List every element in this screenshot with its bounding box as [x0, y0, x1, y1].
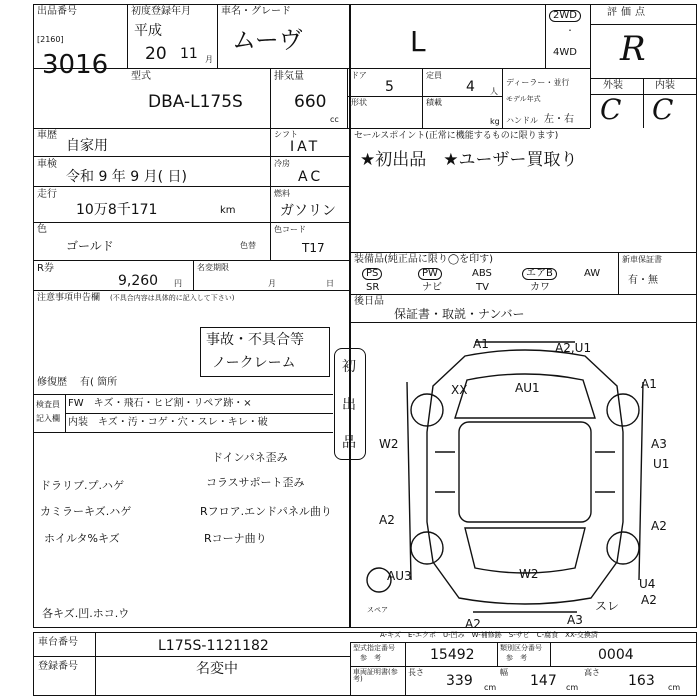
mark-a2-rear: A2	[465, 617, 481, 628]
note-1: ドインパネ歪み	[212, 451, 288, 464]
note-5: Rフロア.エンドパネル曲り	[200, 505, 332, 518]
doors-value: 5	[385, 79, 394, 95]
first-stamp-2: 出	[342, 397, 356, 413]
model-label: 型式	[131, 71, 151, 82]
repaint-label: 色替	[240, 241, 256, 250]
mark-a2-right: A2	[651, 519, 667, 533]
first-reg-label: 初度登録年月	[131, 6, 191, 17]
lot-label: 出品番号	[37, 6, 77, 17]
lot-code: [2160]	[37, 35, 64, 44]
color-value: ゴールド	[66, 239, 114, 253]
month-unit: 月	[205, 55, 213, 64]
equip-leather: カワ	[530, 282, 550, 293]
equip-ps: PS	[362, 268, 382, 280]
reg-label: 登録番号	[38, 661, 78, 672]
fuel-label: 燃料	[274, 189, 290, 198]
docs-value: 保証書・取説・ナンバー	[394, 307, 525, 321]
shift-value: IAT	[290, 139, 321, 155]
cm-unit-3: cm	[668, 683, 681, 692]
steering-value: 左・右	[544, 114, 574, 125]
length-value: 339	[446, 673, 473, 689]
usage-label: 車歴	[37, 130, 57, 141]
first-stamp-1: 初	[342, 359, 356, 375]
ac-value: AC	[298, 169, 324, 185]
designation-value: 15492	[430, 647, 475, 663]
interior-label: 内装	[655, 80, 675, 91]
km-unit: km	[220, 205, 236, 216]
caution-label: 注意事項申告欄	[37, 293, 101, 303]
equip-navi: ナビ	[422, 282, 442, 293]
dealer-label: ディーラー・並行	[506, 78, 570, 87]
mark-a3-right: A3	[651, 437, 667, 451]
fuel-value: ガソリン	[280, 203, 336, 219]
mark-a2-left: A2	[379, 513, 395, 527]
drive-2wd: 2WD	[549, 10, 581, 22]
deadline-day: 日	[326, 279, 334, 288]
selling-points-text: ★初出品 ★ユーザー買取り	[360, 150, 578, 170]
model-value: DBA-L175S	[148, 92, 243, 112]
length-label: 長さ	[408, 668, 424, 677]
inspection-label: 車検	[37, 159, 57, 170]
lot-number: 3016	[42, 50, 109, 80]
mark-a2u1-front: A2,U1	[555, 341, 592, 355]
interior-grade: C	[652, 93, 674, 126]
mark-xx: XX	[451, 383, 468, 397]
color-label: 色	[37, 224, 47, 235]
mileage-value: 10万8千171	[76, 202, 158, 218]
inspector-row-fw: FW キズ・飛石・ヒビ割・リペア跡・×	[68, 398, 252, 409]
height-label: 高さ	[584, 668, 600, 677]
usage-value: 自家用	[66, 138, 108, 154]
mark-a1-front: A1	[473, 337, 489, 351]
equip-pw: PW	[418, 268, 442, 280]
equip-airbag: エアB	[522, 268, 557, 280]
load-label: 積載	[426, 98, 442, 107]
deadline-month: 月	[268, 279, 276, 288]
exterior-grade: C	[600, 93, 622, 126]
mark-sure: スレ	[595, 599, 620, 613]
inspector-row-int: 内装 キズ・汚・コゲ・穴・スレ・キレ・破	[68, 417, 268, 428]
steering-label: ハンドル	[506, 116, 538, 125]
recycle-fee: 9,260	[118, 273, 159, 289]
drive-4wd: 4WD	[553, 47, 577, 58]
person-unit: 人	[490, 87, 498, 96]
ac-label: 冷房	[274, 159, 290, 168]
capacity-value: 4	[466, 79, 475, 95]
displacement-label: 排気量	[274, 71, 304, 82]
category-value: 0004	[598, 647, 634, 663]
auction-sheet: 出品番号 [2160] 3016 初度登録年月 平成 20 11 月 車名・グレード ムーヴ L 2WD ・ 4WD 評価点 R 外装 内装 C C 型式 DBA-L175S 排気量 660 cc ドア 5 定員 4 人 形状 積載 kg ディーラー・並行 モデル年式 ハンドル 左・右 車歴 自家用 車検 令和 9 年 9 月( 日) 走行 10万8千171 km 色 ゴールド 色替 R券 9,260 円 名変期限 月 日 シフト IAT 冷房 AC 燃料 ガソリン 色コード T17 セールスポイント(正常に機能するものに限ります) ★初出品 ★ユーザー買取り 装備品(純正品に限り◯を印す) PS PW ABS エアB AW SR ナビ TV カワ 新車保証書 有・無 後日品 保証書・取説・ナンバー 注意事項申告欄 (不具合内容は具体的に記入して下さい) 事故・不具合等 ノークレーム 修復歴 有( 箇所 初 出 品 検査員 記入欄 FW キズ・飛石・ヒビ割・リペア跡・× 内装 キズ・汚・コゲ・穴・スレ・キレ・破 ドインパネ歪み ドラリブ.プ.ハゲ コラスサポート歪み カミラーキズ.ハゲ Rフロア.エンドパネル曲り ホイルタ%キズ Rコーナ曲り 各キズ.凹.ホコ.ウ A1 A2,U1 XX AU1 A1 W2 A3 U1 A2 A2 AU3 W2 U4 A2 A2 A3 スレ スペア A-キズ E-エクボ U-凹み W-補修跡 S-サビ C-腐食 XX-交換済 車台番号 L175S-1121182 登録番号 名変中 型式指定番号 参 考 15492 類別区分番号 参 考 0004 車両証明書(参考) 長さ 339 cm 幅 147 cm 高さ 163 cm	[0, 0, 700, 700]
reg-value: 名変中	[196, 661, 238, 677]
mark-w2-left: W2	[379, 437, 399, 451]
era: 平成	[134, 23, 162, 39]
mark-a2-rear-right: A2	[641, 593, 657, 607]
color-code: T17	[302, 241, 325, 255]
color-code-label: 色コード	[274, 225, 306, 234]
deadline-label: 名変期限	[197, 263, 229, 272]
ref-1: 参 考	[360, 654, 381, 662]
shape-label: 形状	[351, 98, 367, 107]
shift-label: シフト	[274, 130, 298, 139]
designation-label: 型式指定番号	[353, 644, 395, 652]
mark-au3: AU3	[387, 569, 412, 583]
equip-aw: AW	[584, 268, 601, 279]
repair-label: 修復歴	[37, 377, 67, 388]
equip-abs: ABS	[472, 268, 492, 279]
inspection-value: 令和 9 年 9 月( 日)	[66, 169, 187, 185]
mark-u1-right: U1	[653, 457, 670, 471]
caution-sub: (不具合内容は具体的に記入して下さい)	[110, 294, 235, 302]
exterior-label: 外装	[603, 80, 623, 91]
cm-unit-2: cm	[566, 683, 579, 692]
inspector-label-bottom: 記入欄	[36, 414, 60, 423]
cm-unit-1: cm	[484, 683, 497, 692]
displacement-value: 660	[294, 92, 327, 112]
reg-month: 11	[180, 46, 198, 62]
door-label: ドア	[351, 71, 367, 80]
note-7: Rコーナ曲り	[204, 532, 267, 545]
repair-value: 有( 箇所	[80, 377, 118, 388]
model-year-label: モデル年式	[506, 95, 541, 103]
stamp-line1: 事故・不具合等	[206, 332, 304, 348]
mileage-label: 走行	[37, 189, 57, 200]
recycle-label: R券	[37, 263, 54, 274]
yen-unit: 円	[174, 279, 182, 288]
mark-au1: AU1	[515, 381, 540, 395]
width-value: 147	[530, 673, 557, 689]
ref-2: 参 考	[506, 654, 527, 662]
grade: L	[410, 25, 426, 58]
diagram-legend: A-キズ E-エクボ U-凹み W-補修跡 S-サビ C-腐食 XX-交換済	[380, 631, 598, 639]
rating-label: 評価点	[607, 7, 649, 18]
car-name-label: 車名・グレード	[221, 6, 291, 17]
chassis-value: L175S-1121182	[158, 638, 269, 654]
width-label: 幅	[500, 668, 508, 677]
note-2: ドラリブ.プ.ハゲ	[40, 479, 124, 492]
rating-value: R	[620, 29, 646, 69]
kg-unit: kg	[490, 117, 500, 126]
chassis-label: 車台番号	[38, 637, 78, 648]
height-value: 163	[628, 673, 655, 689]
car-damage-diagram	[355, 322, 695, 628]
equip-tv: TV	[476, 282, 489, 293]
stamp-line2: ノークレーム	[212, 355, 296, 371]
first-stamp-3: 品	[342, 435, 356, 451]
mark-a3-rear: A3	[567, 613, 583, 627]
category-label: 類別区分番号	[500, 644, 542, 652]
note-6: ホイルタ%キズ	[44, 532, 120, 545]
equip-sr: SR	[366, 282, 380, 293]
dims-label: 車両証明書(参考)	[353, 668, 398, 683]
equipment-label: 装備品(純正品に限り◯を印す)	[354, 254, 493, 265]
mark-u4: U4	[639, 577, 656, 591]
note-4: カミラーキズ.ハゲ	[40, 505, 132, 518]
note-8: 各キズ.凹.ホコ.ウ	[42, 607, 130, 620]
warranty-value: 有・無	[628, 275, 658, 286]
note-3: コラスサポート歪み	[206, 476, 305, 489]
mark-a1-right: A1	[641, 377, 657, 391]
car-name: ムーヴ	[232, 26, 303, 54]
cc-unit: cc	[330, 115, 339, 124]
reg-year: 20	[145, 44, 167, 64]
warranty-label: 新車保証書	[622, 255, 662, 264]
spare-label: スペア	[367, 606, 388, 614]
mark-w2-rear: W2	[519, 567, 539, 581]
inspector-label-top: 検査員	[36, 400, 60, 409]
docs-label: 後日品	[354, 296, 384, 307]
selling-points-label: セールスポイント(正常に機能するものに限ります)	[354, 131, 559, 141]
capacity-label: 定員	[426, 71, 442, 80]
